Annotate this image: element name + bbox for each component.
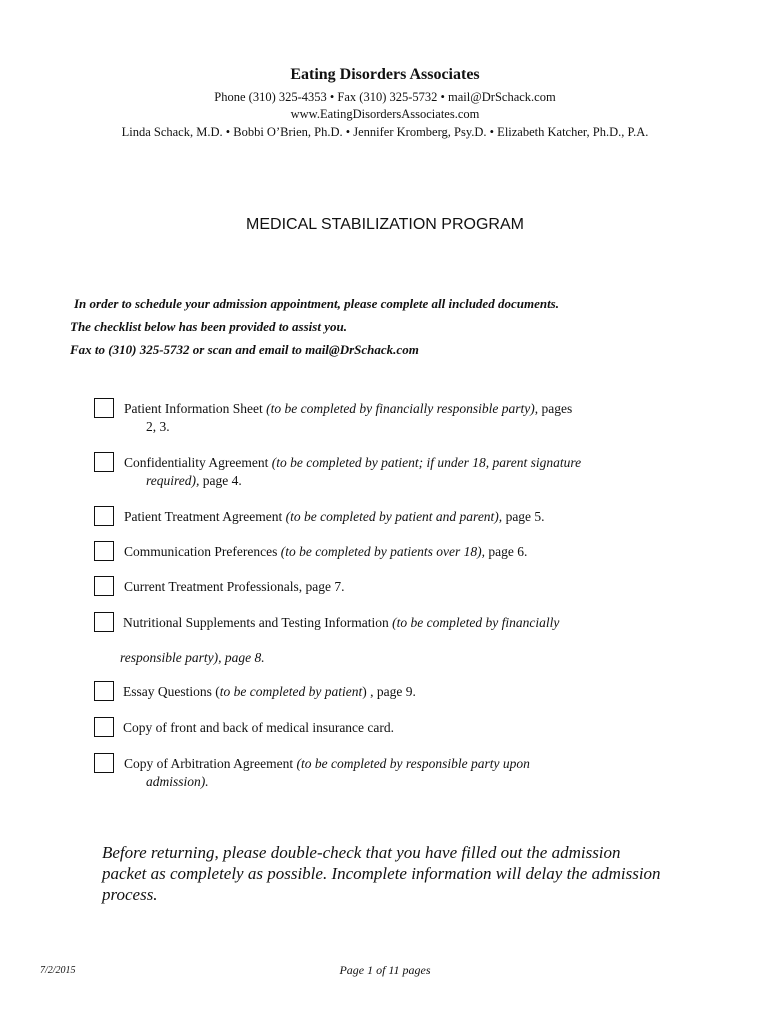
checkbox[interactable]: [94, 576, 114, 596]
checklist-label: Current Treatment Professionals, page 7.: [124, 579, 345, 594]
checklist-label: Essay Questions (to be completed by patient) , page 9.: [123, 684, 416, 699]
page-number: Page 1 of 11 pages: [339, 963, 431, 977]
contact-line: Phone (310) 325-4353 • Fax (310) 325-5732 • mail@DrSchack.com: [214, 90, 556, 104]
checkbox[interactable]: [94, 681, 114, 701]
checkbox[interactable]: [94, 612, 114, 632]
instruction-line-1: In order to schedule your admission appointment, please complete all included documents.: [74, 296, 559, 311]
checklist-label: Copy of Arbitration Agreement (to be completed by responsible party upon admission).: [124, 756, 530, 789]
checklist-label: Patient Information Sheet (to be completed by financially responsible party), pages 2, 3.: [124, 401, 573, 434]
organization-name: Eating Disorders Associates: [290, 66, 480, 83]
checklist-label: Confidentiality Agreement (to be completed by patient; if under 18, parent signature required), page 4.: [124, 455, 582, 488]
checklist-label: Copy of front and back of medical insurance card.: [123, 720, 395, 735]
instruction-line-3: Fax to (310) 325-5732 or scan and email to mail@DrSchack.com: [70, 342, 419, 357]
instruction-line-2: The checklist below has been provided to assist you.: [70, 319, 347, 334]
checkbox[interactable]: [94, 717, 114, 737]
nutrition-continuation: responsible party), page 8.: [120, 650, 265, 665]
checklist-label: Patient Treatment Agreement (to be completed by patient and parent), page 5.: [124, 509, 545, 524]
checklist-label: Communication Preferences (to be completed by patients over 18), page 6.: [124, 544, 528, 559]
checkbox[interactable]: [94, 452, 114, 472]
staff-line: Linda Schack, M.D. • Bobbi O’Brien, Ph.D. • Jennifer Kromberg, Psy.D. • Elizabeth Katcher, Ph.D., P.A.: [121, 125, 649, 139]
checkbox[interactable]: [94, 541, 114, 561]
checkbox[interactable]: [94, 506, 114, 526]
checklist-label: Nutritional Supplements and Testing Information (to be completed by financially: [123, 615, 560, 630]
closing-note: Before returning, please double-check that you have filled out the admission packet as completely as possible. Incomplete information will delay the admission process.: [102, 843, 661, 904]
website-line: www.EatingDisordersAssociates.com: [290, 107, 480, 121]
checkbox[interactable]: [94, 398, 114, 418]
footer-date: 7/2/2015: [40, 965, 76, 976]
checkbox[interactable]: [94, 753, 114, 773]
program-title: MEDICAL STABILIZATION PROGRAM: [246, 216, 524, 233]
